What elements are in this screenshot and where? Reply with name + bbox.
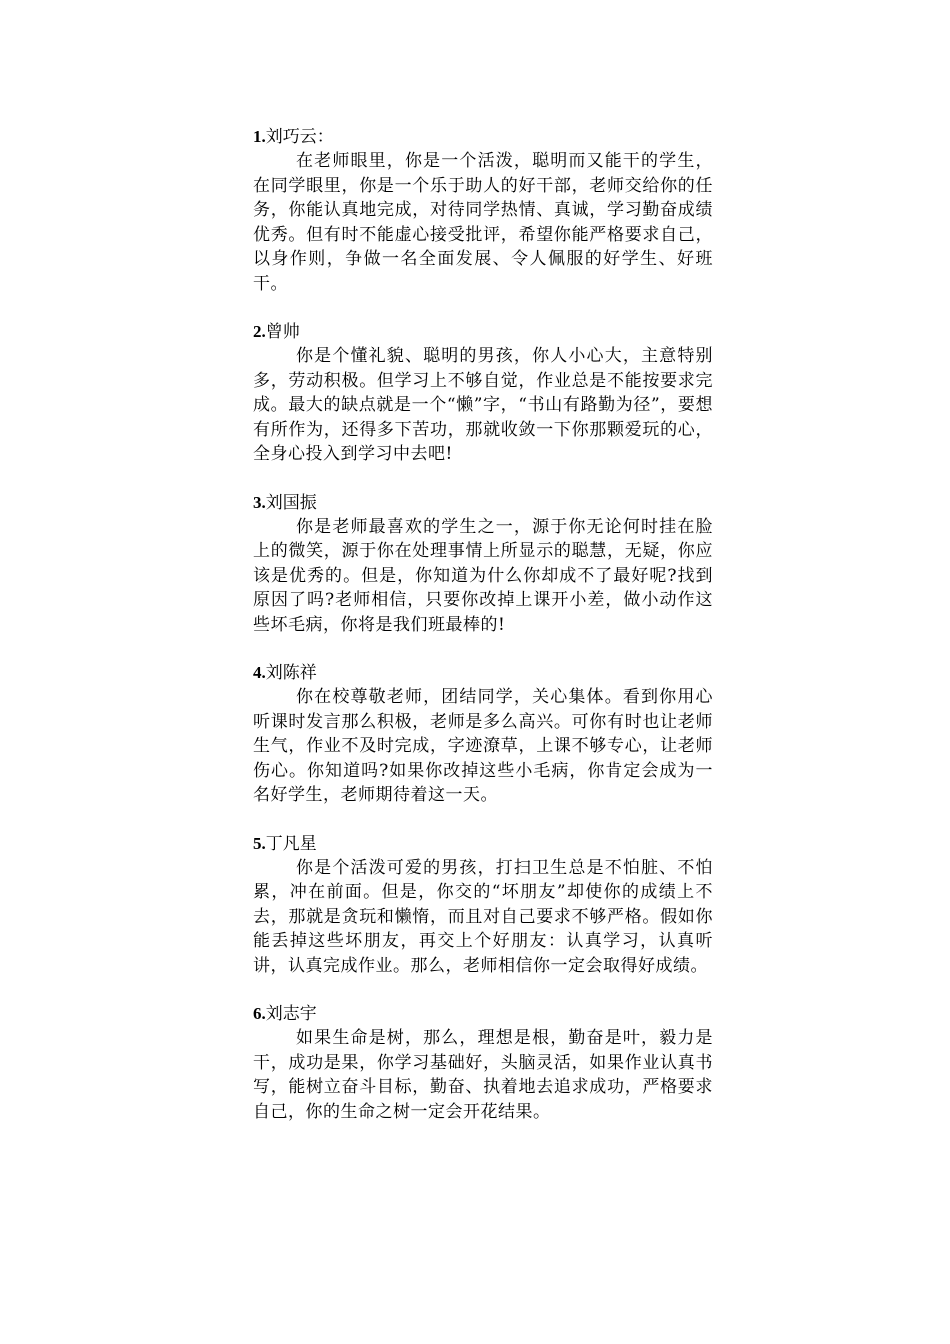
comment-entry-6	[253, 1001, 713, 1124]
entry-number: 5.	[253, 833, 266, 853]
comment-entry-4	[253, 660, 713, 808]
entry-number: 4.	[253, 663, 266, 682]
entry-title	[253, 319, 713, 344]
entry-number: 2.	[253, 322, 266, 341]
comment-text: 在老师眼里，你是一个活泼，聪明而又能干的学生，在同学眼里，你是一个乐于助人的好干部，老师交给你的任务，你能认真地完成，对待同学热情、真诚，学习勤奋成绩优秀。但有时不能虚心接受批评，希望你能严格要求自己，以身作则，争做一名全面发展、令人佩服的好学生、好班干。	[253, 151, 713, 294]
comment-entry-3	[253, 490, 713, 638]
entry-title	[253, 124, 713, 149]
comment-text: 你是个活泼可爱的男孩，打扫卫生总是不怕脏、不怕累，冲在前面。但是，你交的“坏朋友”却使你的成绩上不去，那就是贪玩和懒惰，而且对自己要求不够严格。假如你能丢掉这些坏朋友，再交上个好朋友：认真学习，认真听讲，认真完成作业。那么，老师相信你一定会取得好成绩。	[253, 857, 713, 976]
student-name: 刘巧云：	[265, 127, 334, 147]
comment-text: 你是个懂礼貌、聪明的男孩，你人小心大，主意特别多，劳动积极。但学习上不够自觉，作业总是不能按要求完成。最大的缺点就是一个“懒”字，“书山有路勤为径”，要想有所作为，还得多下苦功，那就收敛一下你那颗爱玩的心，全身心投入到学习中去吧!	[253, 346, 713, 464]
comment-text: 你在校尊敬老师，团结同学，关心集体。看到你用心听课时发言那么积极，老师是多么高兴。可你有时也让老师生气，作业不及时完成，字迹潦草，上课不够专心，让老师伤心。你知道吗?如果你改掉这些小毛病，你肯定会成为一名好学生，老师期待着这一天。	[253, 687, 713, 805]
student-name: 曾帅	[265, 322, 300, 342]
student-name: 刘陈祥	[265, 663, 317, 683]
student-name: 丁凡星	[265, 833, 317, 854]
entry-title	[253, 660, 713, 685]
entry-title	[253, 490, 713, 515]
student-name: 刘国振	[265, 492, 317, 513]
comment-text: 你是老师最喜欢的学生之一，源于你无论何时挂在脸上的微笑，源于你在处理事情上所显示的聪慧，无疑，你应该是优秀的。但是，你知道为什么你却成不了最好呢?找到原因了吗?老师相信，只要你改掉上课开小差，做小动作这些坏毛病，你将是我们班最棒的!	[253, 516, 713, 635]
comment-entry-2	[253, 319, 713, 467]
comment-entry-1	[253, 124, 713, 296]
comment-text: 如果生命是树，那么，理想是根，勤奋是叶，毅力是干，成功是果，你学习基础好，头脑灵活，如果作业认真书写，能树立奋斗目标，勤奋、执着地去追求成功，严格要求自己，你的生命之树一定会开花结果。	[253, 1028, 713, 1122]
comment-entry-5	[253, 831, 713, 979]
entry-number: 6.	[253, 1004, 266, 1023]
entry-number: 1.	[253, 127, 266, 146]
entry-title	[253, 831, 713, 856]
entry-number: 3.	[253, 492, 266, 512]
comments-document	[253, 124, 713, 1147]
entry-title	[253, 1001, 713, 1026]
student-name: 刘志宇	[265, 1004, 317, 1024]
